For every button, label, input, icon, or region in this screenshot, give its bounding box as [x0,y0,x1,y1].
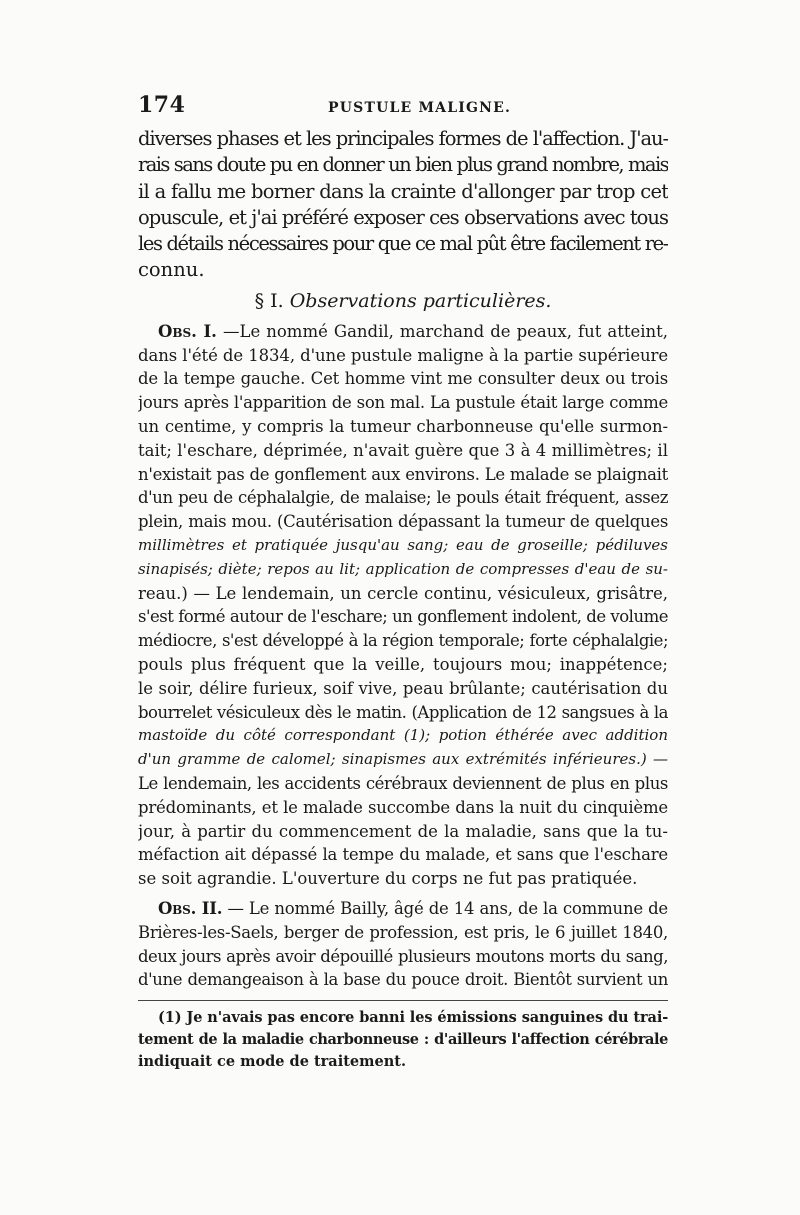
text-line: jour, à partir du commencement de la maladie, sans que la tu- [138,821,668,841]
text-line: bourrelet vésiculeux dès le matin. (Application de 12 sangsues à la [138,702,668,722]
text-line: se soit agrandie. L'ouverture du corps ne fut pas pratiquée. [138,869,638,889]
text-line: le soir, délire furieux, soif vive, peau brûlante; cautérisation du [138,678,668,698]
text-line: pouls plus fréquent que la veille, toujours mou; inappétence; [138,654,668,674]
text-line: tait; l'eschare, déprimée, n'avait guère que 3 à 4 millimètres; il [138,440,668,460]
text-line: Obs. II. — Le nommé Bailly, âgé de 14 ans, de la commune de [158,898,668,918]
text-line: tement de la maladie charbonneuse : d'ailleurs l'affection cérébrale [138,1031,668,1049]
running-title: PUSTULE MALIGNE. [328,100,512,116]
observation-label: Obs. I. [158,321,217,341]
text-line: deux jours après avoir dépouillé plusieurs moutons morts du sang, [138,946,668,966]
page-number: 174 [138,92,186,118]
text-line: méfaction ait dépassé la tempe du malade, et sans que l'eschare [138,845,668,865]
text-line: opuscule, et j'ai préféré exposer ces observations avec tous [138,205,668,229]
text-line: (1) Je n'avais pas encore banni les émissions sanguines du trai- [158,1009,668,1027]
page-header [138,92,668,126]
text-line: reau.) — Le lendemain, un cercle continu, vésiculeux, grisâtre, [138,583,668,603]
text-line: un centime, y compris la tumeur charbonneuse qu'elle surmon- [138,416,668,436]
text-line: plein, mais mou. (Cautérisation dépassant la tumeur de quelques [138,512,668,532]
text-line: d'un gramme de calomel; sinapismes aux extrémités inférieures.) — [138,750,668,769]
text-line: mastoïde du côté correspondant (1); potion éthérée avec addition [138,726,668,745]
section-heading [138,286,668,316]
text-line: millimètres et pratiquée jusqu'au sang; eau de groseille; pédiluves [138,535,668,554]
text-line: Le lendemain, les accidents cérébraux deviennent de plus en plus [138,773,668,793]
text-line: il a fallu me borner dans la crainte d'allonger par trop cet [138,179,668,203]
text-line: s'est formé autour de l'eschare; un gonflement indolent, de volume [138,607,668,627]
text-line: d'un peu de céphalalgie, de malaise; le pouls était fréquent, assez [138,488,668,508]
text-line: jours après l'apparition de son mal. La pustule était large comme [138,393,668,413]
observation-label: Obs. II. [158,898,223,918]
text-line: prédominants, et le malade succombe dans la nuit du cinquième [138,797,668,817]
observation-2 [138,897,668,992]
text-line: de la tempe gauche. Cet homme vint me consulter deux ou trois [138,369,668,389]
text-line: médiocre, s'est développé à la région temporale; forte céphalalgie; [138,631,668,651]
section-title: Observations particulières. [289,289,552,312]
text-line: n'existait pas de gonflement aux environs. Le malade se plaignait [138,464,668,484]
text-line: Brières-les-Saels, berger de profession, est pris, le 6 juillet 1840, [138,922,668,942]
text-line: diverses phases et les principales formes de l'affection. J'au- [138,127,668,150]
text-line: connu. [138,258,205,282]
book-page [138,92,668,1073]
text-line: d'une demangeaison à la base du pouce droit. Bientôt survient un [138,970,668,990]
text-line: les détails nécessaires pour que ce mal pût être facilement re- [138,232,668,256]
section-number: § I. [254,289,284,312]
text-line: sinapisés; diète; repos au lit; application de compresses d'eau de su- [138,559,668,578]
text-line: rais sans doute pu en donner un bien plus grand nombre, mais [138,153,668,177]
footnote-divider [138,1000,668,1001]
text-line: dans l'été de 1834, d'une pustule maligne à la partie supérieure [138,345,668,365]
text-line: indiquait ce mode de traitement. [138,1053,406,1071]
text-line: Obs. I. —Le nommé Gandil, marchand de peaux, fut atteint, [158,321,668,341]
observation-1 [138,320,668,891]
footnote [138,1007,668,1073]
intro-paragraph [138,126,668,284]
